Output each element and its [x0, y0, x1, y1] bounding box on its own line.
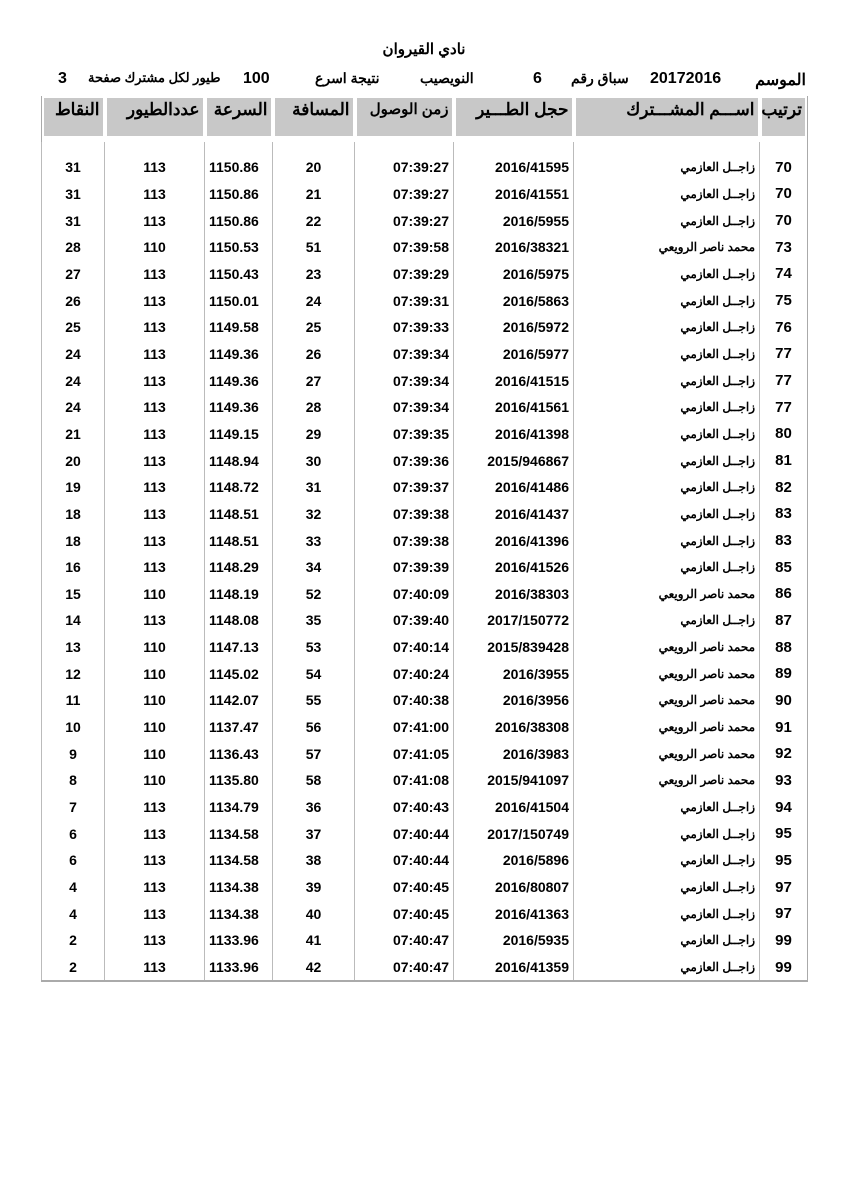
- ring-cell: 2016/5935: [454, 927, 574, 954]
- birds-cell: 113: [105, 847, 205, 874]
- arrival-time-cell: 07:39:27: [355, 181, 454, 208]
- birds-cell: 113: [105, 794, 205, 821]
- points-cell: 4: [42, 900, 105, 927]
- distance-cell: 42: [273, 954, 355, 982]
- name-cell: زاجــل العازمي: [574, 394, 760, 421]
- name-cell: محمد ناصر الرويعي: [574, 740, 760, 767]
- arrival-time-cell: 07:40:43: [355, 794, 454, 821]
- speed-cell: 1148.19: [205, 581, 273, 608]
- table-row: [42, 341, 808, 368]
- distance-cell: 55: [273, 687, 355, 714]
- ring-cell: 2016/41595: [454, 154, 574, 181]
- birds-cell: 113: [105, 900, 205, 927]
- arrival-time-cell: 07:39:27: [355, 154, 454, 181]
- distance-cell: 34: [273, 554, 355, 581]
- arrival-time-cell: 07:39:39: [355, 554, 454, 581]
- speed-cell: 1150.53: [205, 234, 273, 261]
- name-cell: زاجــل العازمي: [574, 874, 760, 901]
- rank-cell: 81: [760, 447, 808, 474]
- table-row: [42, 954, 808, 982]
- ring-cell: 2016/38303: [454, 581, 574, 608]
- points-cell: 6: [42, 820, 105, 847]
- distance-cell: 20: [273, 154, 355, 181]
- club-title: نادي القيروان: [382, 41, 466, 58]
- points-cell: 18: [42, 501, 105, 528]
- rank-cell: 80: [760, 421, 808, 448]
- distance-cell: 24: [273, 287, 355, 314]
- header-points: النقاط: [44, 98, 103, 136]
- name-cell: محمد ناصر الرويعي: [574, 660, 760, 687]
- distance-cell: 21: [273, 181, 355, 208]
- speed-cell: 1149.36: [205, 394, 273, 421]
- season-value: 20172016: [650, 70, 722, 87]
- points-cell: 27: [42, 261, 105, 288]
- race-number: 6: [533, 70, 542, 87]
- birds-cell: 113: [105, 474, 205, 501]
- distance-cell: 33: [273, 527, 355, 554]
- ring-cell: 2016/3955: [454, 660, 574, 687]
- points-cell: 2: [42, 927, 105, 954]
- rank-cell: 88: [760, 634, 808, 661]
- distance-cell: 27: [273, 367, 355, 394]
- table-row: [42, 714, 808, 741]
- table-row: [42, 581, 808, 608]
- ring-cell: 2016/41551: [454, 181, 574, 208]
- table-row: [42, 660, 808, 687]
- birds-cell: 113: [105, 341, 205, 368]
- rank-cell: 97: [760, 900, 808, 927]
- arrival-time-cell: 07:40:44: [355, 847, 454, 874]
- ring-cell: 2016/41526: [454, 554, 574, 581]
- name-cell: زاجــل العازمي: [574, 474, 760, 501]
- points-cell: 9: [42, 740, 105, 767]
- rank-cell: 91: [760, 714, 808, 741]
- ring-cell: 2016/5977: [454, 341, 574, 368]
- arrival-time-cell: 07:39:35: [355, 421, 454, 448]
- rank-cell: 77: [760, 394, 808, 421]
- arrival-time-cell: 07:39:34: [355, 394, 454, 421]
- ring-cell: 2016/41396: [454, 527, 574, 554]
- per-member-label: طيور لكل مشترك صفحة: [88, 70, 221, 85]
- table-row: [42, 314, 808, 341]
- birds-cell: 113: [105, 607, 205, 634]
- name-cell: زاجــل العازمي: [574, 820, 760, 847]
- distance-cell: 57: [273, 740, 355, 767]
- distance-cell: 40: [273, 900, 355, 927]
- birds-cell: 113: [105, 927, 205, 954]
- header-distance: المسافة: [275, 98, 353, 136]
- arrival-time-cell: 07:41:00: [355, 714, 454, 741]
- speed-cell: 1137.47: [205, 714, 273, 741]
- name-cell: زاجــل العازمي: [574, 367, 760, 394]
- name-cell: زاجــل العازمي: [574, 447, 760, 474]
- points-cell: 4: [42, 874, 105, 901]
- arrival-time-cell: 07:40:38: [355, 687, 454, 714]
- distance-cell: 53: [273, 634, 355, 661]
- header-birds: عددالطيور: [107, 98, 203, 136]
- name-cell: زاجــل العازمي: [574, 154, 760, 181]
- birds-cell: 113: [105, 261, 205, 288]
- rank-cell: 70: [760, 207, 808, 234]
- speed-cell: 1150.86: [205, 207, 273, 234]
- rank-cell: 95: [760, 847, 808, 874]
- table-row: [42, 501, 808, 528]
- distance-cell: 38: [273, 847, 355, 874]
- points-cell: 31: [42, 181, 105, 208]
- rank-cell: 85: [760, 554, 808, 581]
- ring-cell: 2016/3956: [454, 687, 574, 714]
- points-cell: 6: [42, 847, 105, 874]
- rank-cell: 73: [760, 234, 808, 261]
- points-cell: 21: [42, 421, 105, 448]
- ring-cell: 2016/5863: [454, 287, 574, 314]
- arrival-time-cell: 07:40:45: [355, 874, 454, 901]
- table-row: [42, 207, 808, 234]
- name-cell: زاجــل العازمي: [574, 607, 760, 634]
- header-ring: حجل الطـــير: [456, 98, 572, 136]
- rank-cell: 97: [760, 874, 808, 901]
- speed-cell: 1148.51: [205, 527, 273, 554]
- rank-cell: 77: [760, 367, 808, 394]
- points-cell: 31: [42, 207, 105, 234]
- birds-cell: 110: [105, 740, 205, 767]
- speed-cell: 1150.43: [205, 261, 273, 288]
- name-cell: زاجــل العازمي: [574, 181, 760, 208]
- distance-cell: 28: [273, 394, 355, 421]
- speed-cell: 1147.13: [205, 634, 273, 661]
- distance-cell: 56: [273, 714, 355, 741]
- points-cell: 2: [42, 954, 105, 982]
- ring-cell: 2016/38308: [454, 714, 574, 741]
- points-cell: 8: [42, 767, 105, 794]
- speed-cell: 1135.80: [205, 767, 273, 794]
- table-row: [42, 634, 808, 661]
- arrival-time-cell: 07:39:29: [355, 261, 454, 288]
- birds-cell: 113: [105, 820, 205, 847]
- distance-cell: 23: [273, 261, 355, 288]
- speed-cell: 1133.96: [205, 954, 273, 982]
- birds-cell: 113: [105, 554, 205, 581]
- arrival-time-cell: 07:39:34: [355, 341, 454, 368]
- speed-cell: 1134.38: [205, 874, 273, 901]
- table-row: [42, 447, 808, 474]
- birds-cell: 113: [105, 447, 205, 474]
- distance-cell: 39: [273, 874, 355, 901]
- page-number: 3: [58, 70, 67, 87]
- name-cell: زاجــل العازمي: [574, 314, 760, 341]
- ring-cell: 2016/41359: [454, 954, 574, 982]
- points-cell: 20: [42, 447, 105, 474]
- distance-cell: 32: [273, 501, 355, 528]
- birds-cell: 110: [105, 767, 205, 794]
- rank-cell: 90: [760, 687, 808, 714]
- ring-cell: 2015/946867: [454, 447, 574, 474]
- table-row: [42, 740, 808, 767]
- speed-cell: 1134.38: [205, 900, 273, 927]
- points-cell: 14: [42, 607, 105, 634]
- ring-cell: 2016/41515: [454, 367, 574, 394]
- name-cell: زاجــل العازمي: [574, 527, 760, 554]
- name-cell: زاجــل العازمي: [574, 261, 760, 288]
- table-row: [42, 847, 808, 874]
- rank-cell: 70: [760, 154, 808, 181]
- ring-cell: 2016/3983: [454, 740, 574, 767]
- distance-cell: 31: [273, 474, 355, 501]
- table-row: [42, 767, 808, 794]
- result-label: نتيجة اسرع: [315, 70, 380, 86]
- distance-cell: 37: [273, 820, 355, 847]
- points-cell: 28: [42, 234, 105, 261]
- birds-cell: 113: [105, 394, 205, 421]
- birds-cell: 113: [105, 287, 205, 314]
- speed-cell: 1150.86: [205, 154, 273, 181]
- rank-cell: 95: [760, 820, 808, 847]
- header-speed: السرعة: [207, 98, 271, 136]
- table-row: [42, 287, 808, 314]
- name-cell: زاجــل العازمي: [574, 207, 760, 234]
- points-cell: 12: [42, 660, 105, 687]
- name-cell: زاجــل العازمي: [574, 341, 760, 368]
- points-cell: 7: [42, 794, 105, 821]
- header-name: اســـم المشـــترك: [576, 98, 758, 136]
- speed-cell: 1148.72: [205, 474, 273, 501]
- name-cell: محمد ناصر الرويعي: [574, 581, 760, 608]
- distance-cell: 30: [273, 447, 355, 474]
- name-cell: محمد ناصر الرويعي: [574, 767, 760, 794]
- arrival-time-cell: 07:39:38: [355, 527, 454, 554]
- rank-cell: 76: [760, 314, 808, 341]
- distance-cell: 36: [273, 794, 355, 821]
- rank-cell: 99: [760, 927, 808, 954]
- speed-cell: 1148.51: [205, 501, 273, 528]
- rank-cell: 86: [760, 581, 808, 608]
- ring-cell: 2016/41561: [454, 394, 574, 421]
- table-row: [42, 687, 808, 714]
- arrival-time-cell: 07:40:14: [355, 634, 454, 661]
- table-row: [42, 794, 808, 821]
- table-row: [42, 474, 808, 501]
- rank-cell: 82: [760, 474, 808, 501]
- rank-cell: 75: [760, 287, 808, 314]
- header-rank: ترتيب: [762, 98, 806, 136]
- speed-cell: 1148.08: [205, 607, 273, 634]
- ring-cell: 2016/5972: [454, 314, 574, 341]
- name-cell: زاجــل العازمي: [574, 927, 760, 954]
- speed-cell: 1150.01: [205, 287, 273, 314]
- distance-cell: 51: [273, 234, 355, 261]
- speed-cell: 1133.96: [205, 927, 273, 954]
- name-cell: محمد ناصر الرويعي: [574, 234, 760, 261]
- speed-cell: 1134.58: [205, 847, 273, 874]
- arrival-time-cell: 07:41:05: [355, 740, 454, 767]
- table-row: [42, 154, 808, 181]
- points-cell: 24: [42, 367, 105, 394]
- birds-cell: 110: [105, 634, 205, 661]
- arrival-time-cell: 07:40:47: [355, 927, 454, 954]
- birds-cell: 113: [105, 954, 205, 982]
- ring-cell: 2016/38321: [454, 234, 574, 261]
- speed-cell: 1148.29: [205, 554, 273, 581]
- name-cell: زاجــل العازمي: [574, 421, 760, 448]
- birds-count: 100: [243, 70, 270, 87]
- table-row: [42, 820, 808, 847]
- birds-cell: 110: [105, 581, 205, 608]
- birds-cell: 110: [105, 234, 205, 261]
- table-row: [42, 874, 808, 901]
- table-row: [42, 900, 808, 927]
- birds-cell: 110: [105, 687, 205, 714]
- points-cell: 26: [42, 287, 105, 314]
- speed-cell: 1149.58: [205, 314, 273, 341]
- speed-cell: 1149.36: [205, 367, 273, 394]
- birds-cell: 113: [105, 874, 205, 901]
- rank-cell: 87: [760, 607, 808, 634]
- name-cell: محمد ناصر الرويعي: [574, 687, 760, 714]
- points-cell: 24: [42, 394, 105, 421]
- birds-cell: 113: [105, 367, 205, 394]
- table-row: [42, 181, 808, 208]
- ring-cell: 2017/150749: [454, 820, 574, 847]
- arrival-time-cell: 07:39:38: [355, 501, 454, 528]
- arrival-time-cell: 07:40:24: [355, 660, 454, 687]
- arrival-time-cell: 07:39:37: [355, 474, 454, 501]
- rank-cell: 83: [760, 527, 808, 554]
- distance-cell: 58: [273, 767, 355, 794]
- points-cell: 19: [42, 474, 105, 501]
- birds-cell: 113: [105, 207, 205, 234]
- ring-cell: 2015/839428: [454, 634, 574, 661]
- table-row: [42, 527, 808, 554]
- ring-cell: 2016/41363: [454, 900, 574, 927]
- speed-cell: 1149.15: [205, 421, 273, 448]
- speed-cell: 1150.86: [205, 181, 273, 208]
- arrival-time-cell: 07:41:08: [355, 767, 454, 794]
- arrival-time-cell: 07:40:45: [355, 900, 454, 927]
- rank-cell: 74: [760, 261, 808, 288]
- birds-cell: 110: [105, 660, 205, 687]
- arrival-time-cell: 07:39:34: [355, 367, 454, 394]
- birds-cell: 113: [105, 154, 205, 181]
- arrival-time-cell: 07:39:31: [355, 287, 454, 314]
- header-time: زمن الوصول: [357, 98, 452, 136]
- rank-cell: 99: [760, 954, 808, 982]
- arrival-time-cell: 07:39:40: [355, 607, 454, 634]
- ring-cell: 2016/41398: [454, 421, 574, 448]
- table-row: [42, 927, 808, 954]
- points-cell: 13: [42, 634, 105, 661]
- table-row: [42, 394, 808, 421]
- ring-cell: 2017/150772: [454, 607, 574, 634]
- birds-cell: 113: [105, 421, 205, 448]
- arrival-time-cell: 07:39:58: [355, 234, 454, 261]
- speed-cell: 1134.58: [205, 820, 273, 847]
- header-row: [42, 96, 808, 142]
- distance-cell: 41: [273, 927, 355, 954]
- name-cell: محمد ناصر الرويعي: [574, 634, 760, 661]
- speed-cell: 1149.36: [205, 341, 273, 368]
- table-row: [42, 554, 808, 581]
- race-location: النويصيب: [420, 70, 474, 86]
- birds-cell: 110: [105, 714, 205, 741]
- distance-cell: 25: [273, 314, 355, 341]
- table-row: [42, 607, 808, 634]
- birds-cell: 113: [105, 501, 205, 528]
- arrival-time-cell: 07:40:44: [355, 820, 454, 847]
- table-row: [42, 234, 808, 261]
- points-cell: 24: [42, 341, 105, 368]
- points-cell: 18: [42, 527, 105, 554]
- name-cell: زاجــل العازمي: [574, 287, 760, 314]
- birds-cell: 113: [105, 181, 205, 208]
- ring-cell: 2016/5955: [454, 207, 574, 234]
- name-cell: زاجــل العازمي: [574, 954, 760, 982]
- distance-cell: 54: [273, 660, 355, 687]
- points-cell: 16: [42, 554, 105, 581]
- speed-cell: 1148.94: [205, 447, 273, 474]
- arrival-time-cell: 07:39:33: [355, 314, 454, 341]
- birds-cell: 113: [105, 527, 205, 554]
- speed-cell: 1134.79: [205, 794, 273, 821]
- speed-cell: 1142.07: [205, 687, 273, 714]
- points-cell: 25: [42, 314, 105, 341]
- table-row: [42, 421, 808, 448]
- distance-cell: 52: [273, 581, 355, 608]
- distance-cell: 35: [273, 607, 355, 634]
- rank-cell: 94: [760, 794, 808, 821]
- ring-cell: 2015/941097: [454, 767, 574, 794]
- name-cell: زاجــل العازمي: [574, 900, 760, 927]
- name-cell: زاجــل العازمي: [574, 794, 760, 821]
- ring-cell: 2016/80807: [454, 874, 574, 901]
- birds-cell: 113: [105, 314, 205, 341]
- speed-cell: 1136.43: [205, 740, 273, 767]
- distance-cell: 29: [273, 421, 355, 448]
- ring-cell: 2016/5975: [454, 261, 574, 288]
- arrival-time-cell: 07:40:09: [355, 581, 454, 608]
- season-label: الموسم: [755, 72, 806, 89]
- speed-cell: 1145.02: [205, 660, 273, 687]
- points-cell: 31: [42, 154, 105, 181]
- name-cell: محمد ناصر الرويعي: [574, 714, 760, 741]
- ring-cell: 2016/5896: [454, 847, 574, 874]
- points-cell: 15: [42, 581, 105, 608]
- ring-cell: 2016/41504: [454, 794, 574, 821]
- race-label: سباق رقم: [571, 70, 629, 86]
- arrival-time-cell: 07:39:36: [355, 447, 454, 474]
- arrival-time-cell: 07:40:47: [355, 954, 454, 982]
- results-table: [41, 96, 808, 982]
- points-cell: 11: [42, 687, 105, 714]
- ring-cell: 2016/41437: [454, 501, 574, 528]
- name-cell: زاجــل العازمي: [574, 501, 760, 528]
- name-cell: زاجــل العازمي: [574, 554, 760, 581]
- table-row: [42, 367, 808, 394]
- name-cell: زاجــل العازمي: [574, 847, 760, 874]
- points-cell: 10: [42, 714, 105, 741]
- rank-cell: 83: [760, 501, 808, 528]
- rank-cell: 92: [760, 740, 808, 767]
- distance-cell: 26: [273, 341, 355, 368]
- rank-cell: 93: [760, 767, 808, 794]
- arrival-time-cell: 07:39:27: [355, 207, 454, 234]
- rank-cell: 89: [760, 660, 808, 687]
- rank-cell: 70: [760, 181, 808, 208]
- distance-cell: 22: [273, 207, 355, 234]
- rank-cell: 77: [760, 341, 808, 368]
- table-row: [42, 261, 808, 288]
- ring-cell: 2016/41486: [454, 474, 574, 501]
